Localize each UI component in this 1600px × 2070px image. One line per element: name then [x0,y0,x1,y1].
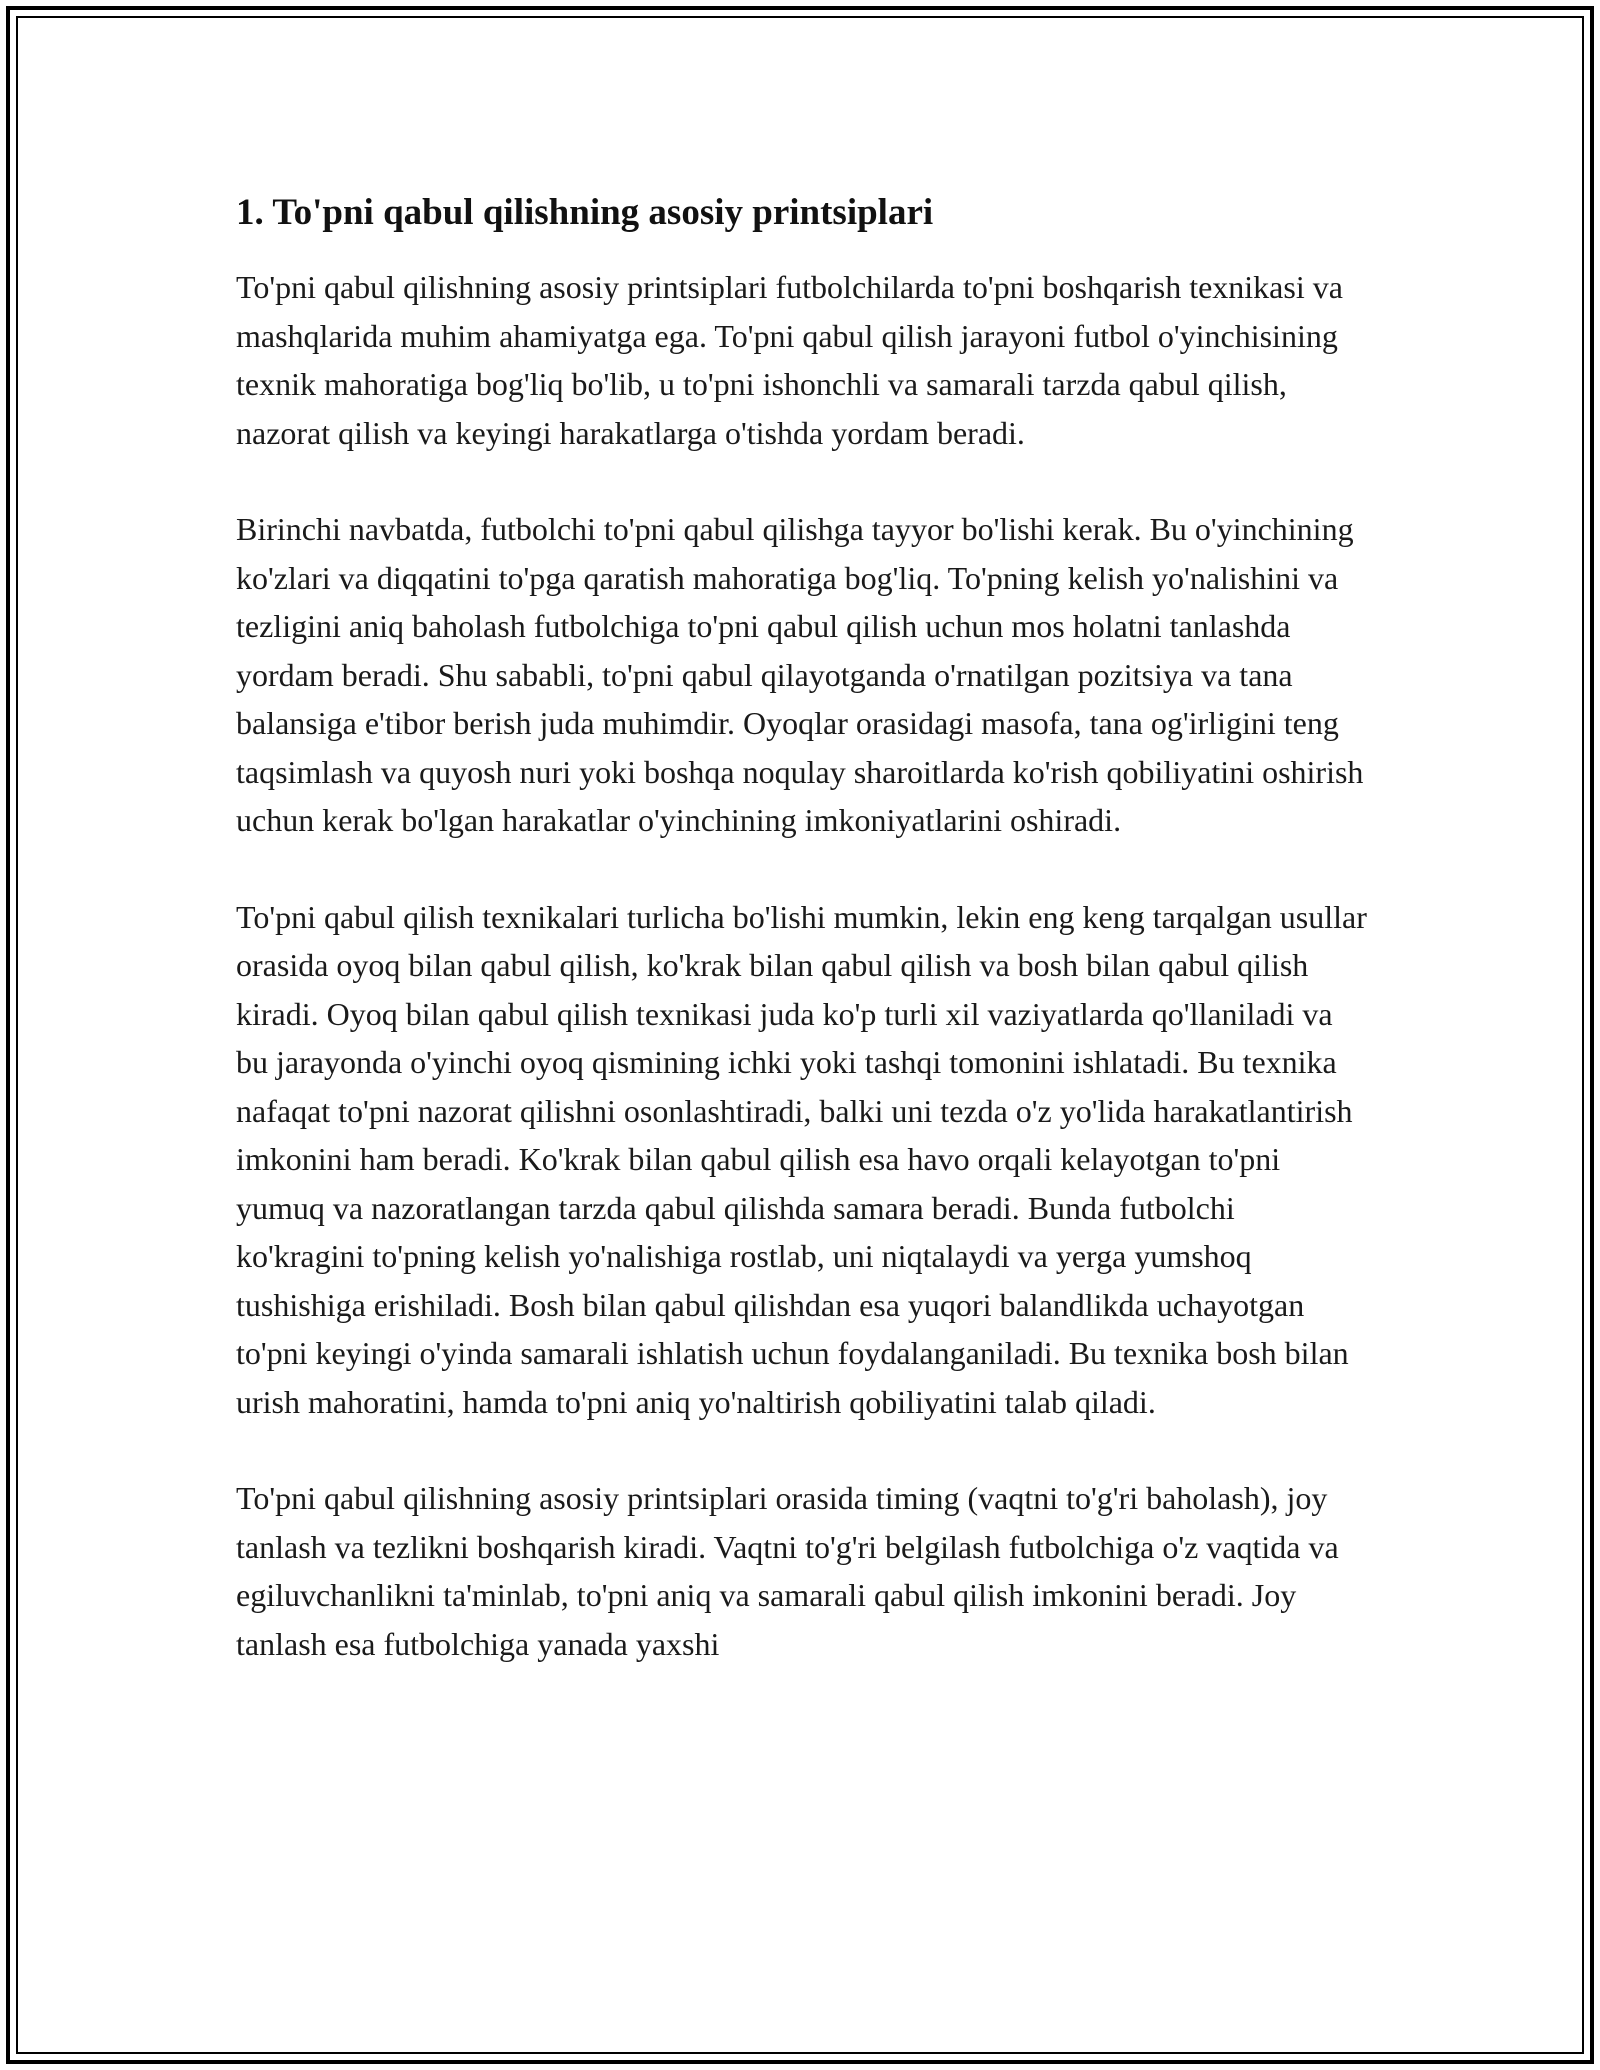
paragraph-2: Birinchi navbatda, futbolchi to'pni qabul qilishga tayyor bo'lishi kerak. Bu o'yinchining ko'zlari va diqqatini to'pga qaratish mahoratiga bog'liq. To'pning kelish yo'nalishini va tezligini aniq baholash futbolchiga to'pni qabul qilish uchun mos holatni tanlashda yordam beradi. Shu sababli, to'pni qabul qilayotganda o'rnatilgan pozitsiya va tana balansiga e'tibor berish juda muhimdir. Oyoqlar orasidagi masofa, tana og'irligini teng taqsimlash va quyosh nuri yoki boshqa noqulay sharoitlarda ko'rish qobiliyatini oshirish uchun kerak bo'lgan harakatlar o'yinchining imkoniyatlarini oshiradi. [236,511,1364,838]
paragraph-3: To'pni qabul qilish texnikalari turlicha bo'lishi mumkin, lekin eng keng tarqalgan usullar orasida oyoq bilan qabul qilish, ko'krak bilan qabul qilish va bosh bilan qabul qilish kiradi. Oyoq bilan qabul qilish texnikasi juda ko'p turli xil vaziyatlarda qo'llaniladi va bu jarayonda o'yinchi oyoq qismining ichki yoki tashqi tomonini ishlatadi. Bu texnika nafaqat to'pni nazorat qilishni osonlashtiradi, balki uni tezda o'z yo'lida harakatlantirish imkonini ham beradi. Ko'krak bilan qabul qilish esa havo orqali kelayotgan to'pni yumuq va nazoratlangan tarzda qabul qilishda samara beradi. Bunda futbolchi ko'kragini to'pning kelish yo'nalishiga rostlab, uni niqtalaydi va yerga yumshoq tushishiga erishiladi. Bosh bilan qabul qilishdan esa yuqori balandlikda uchayotgan to'pni keyingi o'yinda samarali ishlatish uchun foydalanganiladi. Bu texnika bosh bilan urish mahoratini, hamda to'pni aniq yo'naltirish qobiliyatini talab qiladi. [236,898,1367,1420]
paragraph-4: To'pni qabul qilishning asosiy printsiplari orasida timing (vaqtni to'g'ri baholash), joy tanlash va tezlikni boshqarish kiradi. Vaqtni to'g'ri belgilash futbolchiga o'z vaqtida va egiluvchanlikni ta'minlab, to'pni aniq va samarali qabul qilish imkonini beradi. Joy tanlash esa futbolchiga yanada yaxshi [236,1480,1339,1662]
paragraph-1: To'pni qabul qilishning asosiy printsiplari futbolchilarda to'pni boshqarish texnikasi va mashqlarida muhim ahamiyatga ega. To'pni qabul qilish jarayoni futbol o'yinchisining texnik mahoratiga bog'liq bo'lib, u to'pni ishonchli va samarali tarzda qabul qilish, nazorat qilish va keyingi harakatlarga o'tishda yordam beradi. [236,269,1343,451]
section-heading: 1. To'pni qabul qilishning asosiy printsiplari [236,192,934,233]
document-body [236,185,1371,1716]
